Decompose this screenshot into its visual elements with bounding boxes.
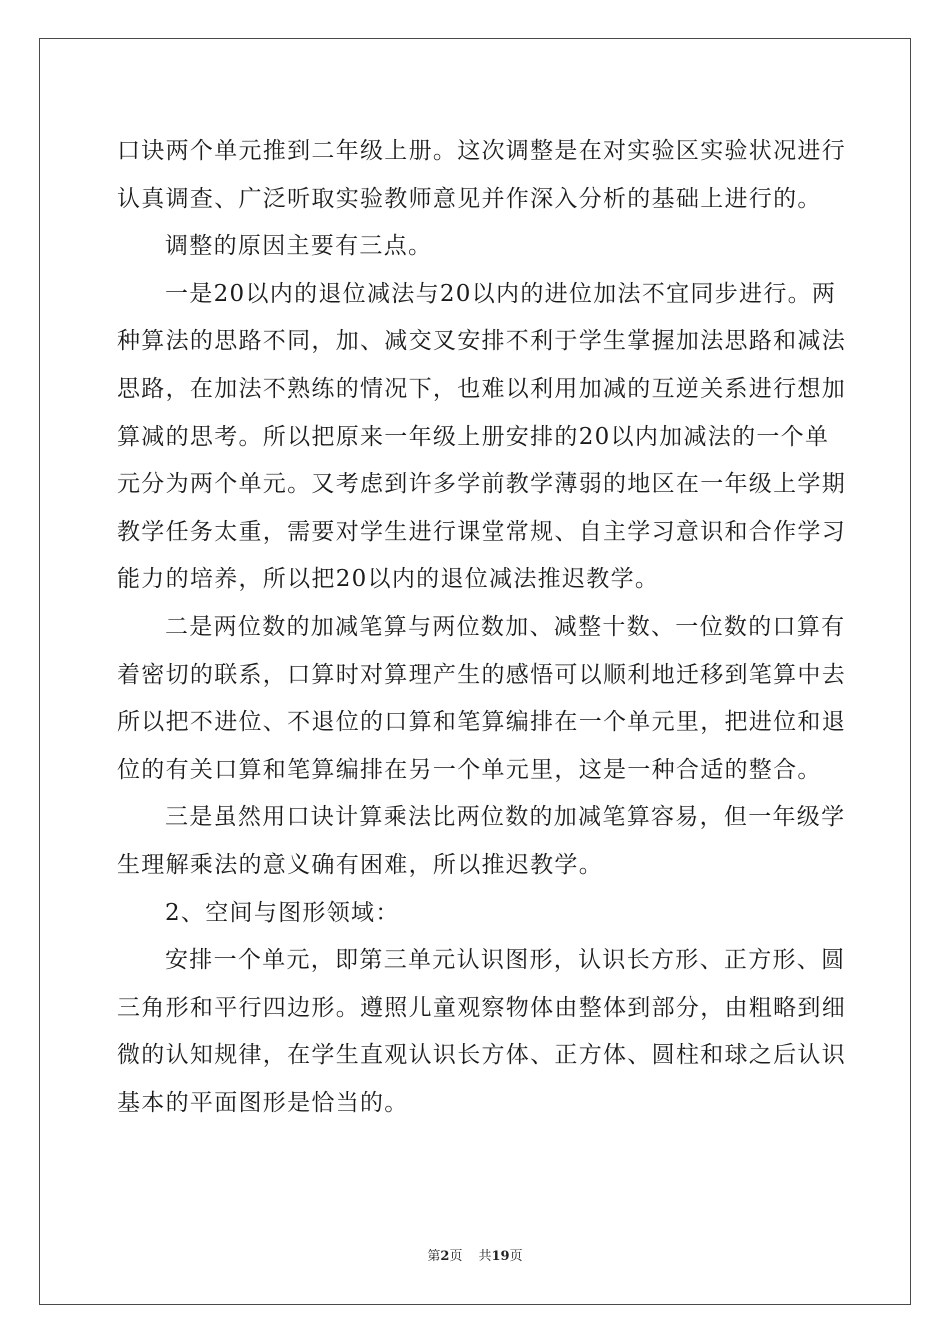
page-prefix: 第 (427, 1249, 441, 1264)
page-footer (0, 1245, 950, 1264)
paragraph (117, 128, 846, 223)
total-prefix: 共 (478, 1249, 492, 1264)
text-line: 算减的思考。所以把原来一年级上册安排的20以内加减法的一个单 (117, 423, 830, 450)
text-line: 能力的培养，所以把20以内的退位减法推迟教学。 (117, 566, 660, 593)
text-line: 元分为两个单元。又考虑到许多学前教学薄弱的地区在一年级上学期 (117, 471, 846, 498)
text-line: 一是20以内的退位减法与20以内的进位加法不宜同步进行。两 (165, 280, 837, 307)
paragraph (117, 223, 835, 271)
text-line: 三是虽然用口诀计算乘法比两位数的加减笔算容易，但一年级学 (165, 804, 846, 831)
text-line: 思路，在加法不熟练的情况下，也难以利用加减的互逆关系进行想加 (117, 375, 846, 402)
text-line: 种算法的思路不同，加、减交叉安排不利于学生掌握加法思路和减法 (117, 328, 846, 355)
text-line: 生理解乘法的意义确有困难，所以推迟教学。 (117, 851, 603, 878)
text-line: 着密切的联系，口算时对算理产生的感悟可以顺利地迁移到笔算中去 (117, 661, 846, 688)
text-line: 口诀两个单元推到二年级上册。这次调整是在对实验区实验状况进行 (117, 138, 846, 164)
page-number: 2 (440, 1249, 450, 1264)
text-line: 位的有关口算和笔算编排在另一个单元里，这是一种合适的整合。 (117, 756, 822, 783)
text-line: 所以把不进位、不退位的口算和笔算编排在一个单元里，把进位和退 (117, 709, 846, 736)
text-line: 2、空间与图形领域： (165, 899, 400, 926)
total-pages: 19 (491, 1249, 510, 1264)
text-line: 安排一个单元，即第三单元认识图形，认识长方形、正方形、圆 (165, 947, 846, 974)
text-line: 二是两位数的加减笔算与两位数加、减整十数、一位数的口算有 (165, 613, 846, 640)
text-line: 三角形和平行四边形。遵照儿童观察物体由整体到部分，由粗略到细 (117, 994, 846, 1021)
paragraph (117, 937, 846, 1127)
total-suffix: 页 (509, 1249, 523, 1264)
text-line: 认真调查、广泛听取实验教师意见并作深入分析的基础上进行的。 (117, 185, 822, 212)
paragraph (117, 794, 846, 889)
text-line: 教学任务太重，需要对学生进行课堂常规、自主学习意识和合作学习 (117, 518, 846, 545)
text-line: 微的认知规律，在学生直观认识长方体、正方体、圆柱和球之后认识 (117, 1042, 846, 1069)
paragraph (117, 271, 846, 604)
document-body (117, 128, 846, 1127)
text-line: 基本的平面图形是恰当的。 (117, 1089, 409, 1116)
text-line: 调整的原因主要有三点。 (165, 233, 433, 260)
section-heading (117, 890, 835, 938)
paragraph (117, 604, 846, 794)
page-suffix: 页 (449, 1249, 463, 1264)
